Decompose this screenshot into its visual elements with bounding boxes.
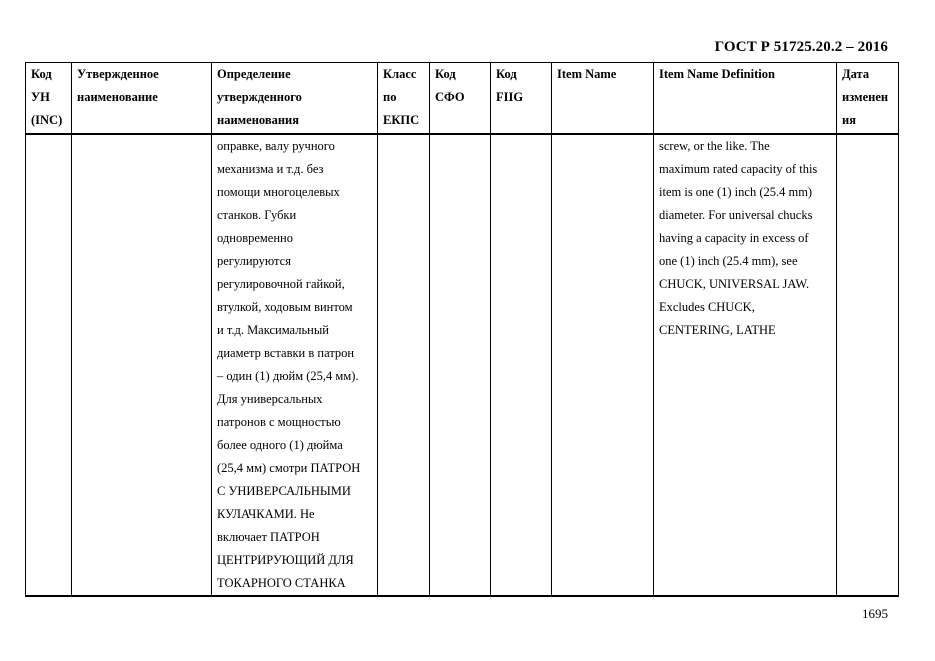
cell-ekps-class [378,134,430,596]
column-header-ekps-class: Класс по ЕКПС [378,63,430,135]
document-code: ГОСТ Р 51725.20.2 – 2016 [714,39,888,55]
column-header-item-name-definition: Item Name Definition [654,63,837,135]
cell-approved-name [72,134,212,596]
table-header-row [26,63,899,135]
column-header-sfo-code: Код СФО [430,63,491,135]
page-number: 1695 [862,606,888,621]
column-header-change-date: Дата изменен ия [837,63,899,135]
column-header-fiig-code: Код FIIG [491,63,552,135]
column-header-approved-name: Утвержденное наименование [72,63,212,135]
column-header-inc-code: Код УН (INC) [26,63,72,135]
cell-inc-code [26,134,72,596]
column-header-definition: Определение утвержденного наименования [212,63,378,135]
cell-item-name [552,134,654,596]
cell-item-name-definition: screw, or the like. The maximum rated capacity of this item is one (1) inch (25.4 mm) diameter. For universal chucks having a capacity in excess of one (1) inch (25.4 mm), see CHUCK, UNIVERSAL JAW. Excludes CHUCK, CENTERING, LATHE [654,134,837,596]
cell-definition-ru: оправке, валу ручного механизма и т.д. без помощи многоцелевых станков. Губки одновременно регулируются регулировочной гайкой, втулкой, ходовым винтом и т.д. Максимальный диаметр вставки в патрон – один (1) дюйм (25,4 мм). Для универсальных патронов с мощностью более одного (1) дюйма (25,4 мм) смотри ПАТРОН С УНИВЕРСАЛЬНЫМИ КУЛАЧКАМИ. Не включает ПАТРОН ЦЕНТРИРУЮЩИЙ ДЛЯ ТОКАРНОГО СТАНКА [212,134,378,596]
definitions-table [25,62,899,597]
column-header-item-name: Item Name [552,63,654,135]
cell-change-date [837,134,899,596]
table-row [26,134,899,596]
cell-fiig-code [491,134,552,596]
cell-sfo-code [430,134,491,596]
